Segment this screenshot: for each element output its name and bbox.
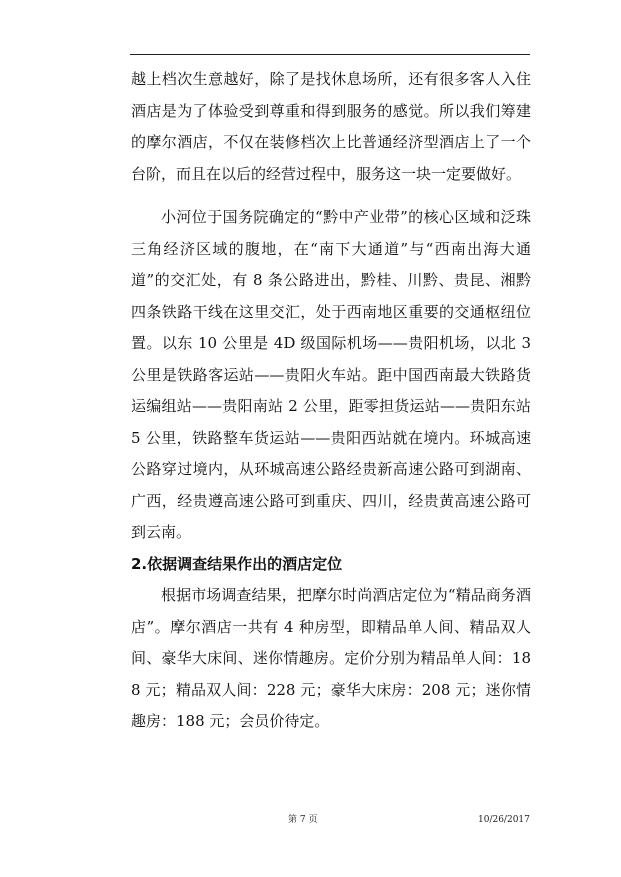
section-heading: 2.依据调查结果作出的酒店定位 — [131, 554, 343, 573]
page-number: 第 7 页 — [288, 815, 318, 825]
document-body — [131, 64, 531, 738]
paragraph-spacer — [131, 190, 531, 202]
header-rule — [130, 54, 530, 55]
paragraph-positioning: 根据市场调查结果，把摩尔时尚酒店定位为“精品商务酒店”。摩尔酒店一共有 4 种房型，即精品单人间、精品双人间、豪华大床间、迷你情趣房。定价分别为精品单人间：188 元；精品双人间：228 元；豪华大床房：208 元；迷你情趣房：188 元；会员价待定。 — [131, 586, 531, 730]
paragraph-location: 小河位于国务院确定的“黔中产业带”的核心区域和泛珠三角经济区域的腹地，在“南下大通道”与“西南出海大通道”的交汇处，有 8 条公路进出，黔桂、川黔、贵昆、湘黔四条铁路干线在这里交汇，处于西南地区重要的交通枢纽位置。以东 10 公里是 4D 级国际机场——贵阳机场，以北 3 公里是铁路客运站——贵阳火车站。距中国西南最大铁路货运编组站——贵阳南站 2 公里，距零担货运站——贵阳东站 5 公里，铁路整车货运站——贵阳西站就在境内。环城高速公路穿过境内，从环城高速公路经贵新高速公路可到湖南、广西，经贵遵高速公路可到重庆、四川，经贵黄高速公路可到云南。 — [131, 208, 531, 541]
paragraph-service-quality: 越上档次生意越好，除了是找休息场所，还有很多客人入住酒店是为了体验受到尊重和得到服务的感觉。所以我们筹建的摩尔酒店，不仅在装修档次上比普通经济型酒店上了一个台阶，而且在以后的经营过程中，服务这一块一定要做好。 — [131, 70, 531, 183]
footer-date: 10/26/2017 — [478, 815, 530, 825]
